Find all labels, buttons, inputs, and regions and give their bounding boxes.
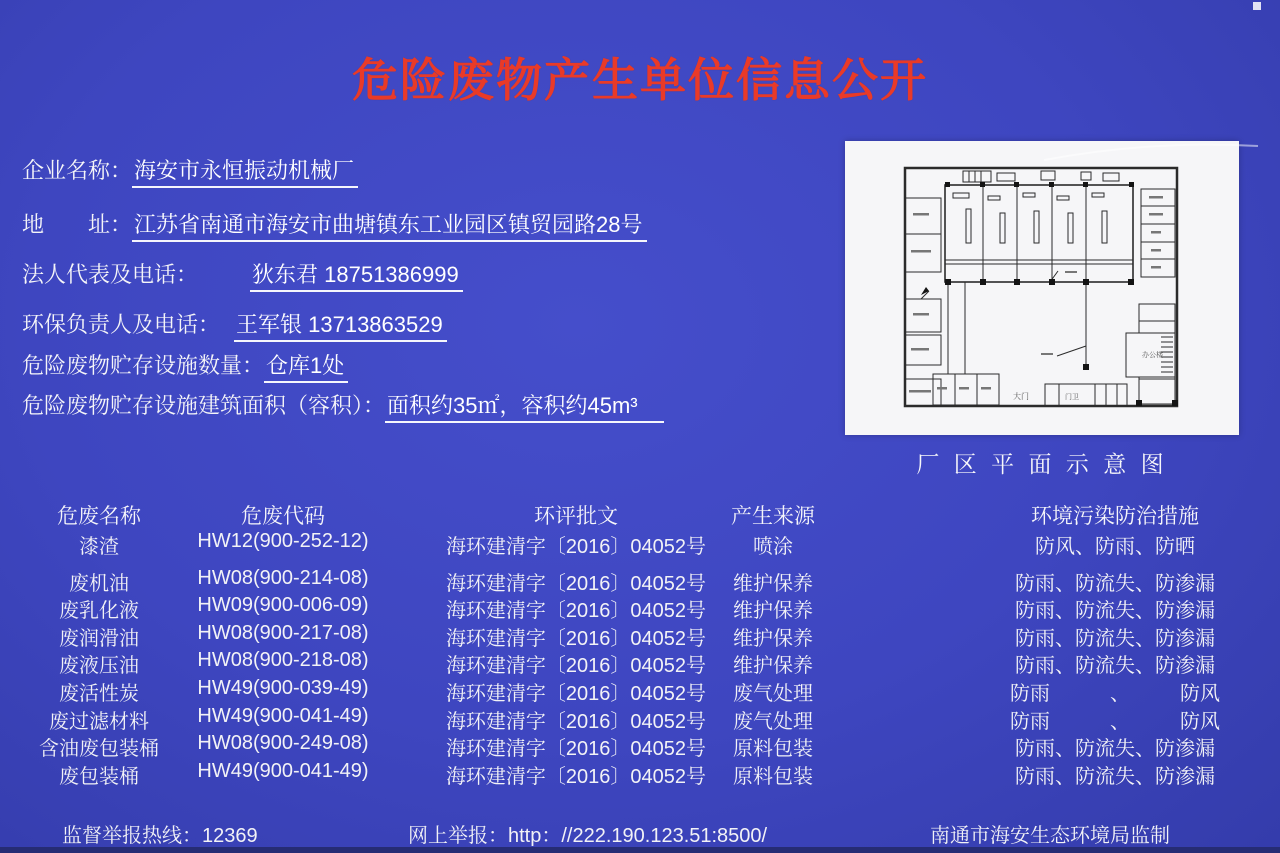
storage-count-value: 仓库1处 [264, 353, 348, 383]
storage-count-line [22, 349, 348, 380]
storage-area-label: 危险废物贮存设施建筑面积（容积）： [22, 393, 386, 418]
report-hotline: 监督举报热线：12369 [62, 825, 258, 847]
online-report-url: 网上举报：http：//222.190.123.51:8500/ [408, 825, 768, 847]
room-label-marks [909, 196, 1163, 393]
table-cell: 废活性炭 [59, 682, 139, 705]
table-cell: 防雨、防流失、防渗漏 [1015, 600, 1215, 623]
table-cell: 防雨、防流失、防渗漏 [1015, 627, 1215, 650]
company-name-line [22, 154, 358, 185]
table-cell: 防雨 、 防风 [1010, 710, 1220, 733]
table-cell: HW09(900-006-09) [197, 594, 369, 617]
table-cell: 原料包装 [733, 738, 813, 761]
plan-office-label: 办公楼 [1142, 352, 1163, 359]
table-cell: 废包装桶 [59, 765, 139, 788]
table-cell: 防雨 、 防风 [1010, 682, 1220, 705]
table-cell: 废气处理 [733, 710, 813, 733]
table-cell: HW12(900-252-12) [197, 530, 369, 552]
corner-artifact [1253, 2, 1261, 10]
table-cell: 防雨、防流失、防渗漏 [1015, 765, 1215, 788]
legal-rep-label: 法人代表及电话： [22, 262, 199, 287]
table-cell: 喷涂 [753, 536, 793, 558]
column-header: 环评批文 [534, 505, 618, 528]
factory-floorplan-drawing [845, 141, 1239, 435]
table-column-source [690, 500, 856, 787]
table-cell: 废乳化液 [59, 600, 139, 623]
env-officer-value: 王军银 13713863529 [234, 312, 447, 342]
legal-rep-value: 狄东君 18751386999 [250, 262, 463, 292]
table-cell: 海环建清字〔2016〕04052号 [445, 600, 707, 623]
table-cell: HW49(900-041-49) [197, 759, 369, 782]
table-cell: HW08(900-214-08) [197, 566, 369, 589]
table-cell: 海环建清字〔2016〕04052号 [445, 710, 707, 733]
plan-gate-label: 大门 [1013, 392, 1029, 401]
plan-guard-label: 门卫 [1065, 394, 1079, 401]
storage-area-value: 面积约35㎡，容积约45m³ [385, 393, 664, 423]
table-cell: HW08(900-218-08) [197, 649, 369, 672]
table-column-prevention-measures [950, 500, 1280, 787]
company-name-value: 海安市永恒振动机械厂 [132, 158, 358, 188]
table-cell: 海环建清字〔2016〕04052号 [445, 738, 707, 761]
column-header: 危废名称 [57, 505, 141, 528]
address-label: 地 址： [22, 212, 133, 237]
table-cell: 漆渣 [79, 536, 119, 558]
storage-count-label: 危险废物贮存设施数量： [22, 353, 265, 378]
legal-rep-line [22, 258, 463, 289]
table-cell: 废气处理 [733, 682, 813, 705]
plan-caption: 厂 区 平 面 示 意 图 [916, 451, 1168, 477]
table-cell: 防雨、防流失、防渗漏 [1015, 655, 1215, 678]
table-cell: 维护保养 [733, 655, 813, 678]
column-header: 环境污染防治措施 [1031, 505, 1199, 528]
factory-plan-panel [845, 141, 1239, 435]
table-column-waste-code [162, 500, 404, 787]
storage-area-line [22, 389, 664, 420]
table-cell: HW49(900-039-49) [197, 676, 369, 699]
env-officer-label: 环保负责人及电话： [22, 312, 221, 337]
table-cell: 海环建清字〔2016〕04052号 [445, 682, 707, 705]
company-name-label: 企业名称： [22, 158, 133, 183]
column-header: 危废代码 [241, 505, 325, 528]
table-cell: 维护保养 [733, 600, 813, 623]
table-cell: HW49(900-041-49) [197, 704, 369, 727]
photo-edge-shadow [0, 847, 1280, 853]
table-cell: 废过滤材料 [49, 710, 149, 733]
table-cell: 防风、防雨、防晒 [1035, 536, 1195, 558]
table-cell: 防雨、防流失、防渗漏 [1015, 738, 1215, 761]
address-line [22, 208, 647, 239]
env-officer-line [22, 308, 447, 339]
table-cell: HW08(900-249-08) [197, 732, 369, 755]
table-cell: 海环建清字〔2016〕04052号 [445, 765, 707, 788]
address-value: 江苏省南通市海安市曲塘镇东工业园区镇贸园路28号 [132, 212, 646, 242]
table-cell: 海环建清字〔2016〕04052号 [445, 627, 707, 650]
table-cell: 维护保养 [733, 572, 813, 595]
table-cell: 废液压油 [59, 655, 139, 678]
table-cell: 海环建清字〔2016〕04052号 [445, 572, 707, 595]
issuer: 南通市海安生态环境局监制 [930, 825, 1170, 847]
table-cell: 废机油 [69, 572, 129, 595]
page-title: 危险废物产生单位信息公开 [352, 54, 928, 106]
table-cell: 海环建清字〔2016〕04052号 [445, 655, 707, 678]
table-cell: 原料包装 [733, 765, 813, 788]
table-cell: 含油废包装桶 [39, 738, 159, 761]
table-cell: HW08(900-217-08) [197, 621, 369, 644]
table-cell: 海环建清字〔2016〕04052号 [445, 536, 707, 558]
table-cell: 废润滑油 [59, 627, 139, 650]
table-cell: 维护保养 [733, 627, 813, 650]
column-header: 产生来源 [731, 505, 815, 528]
table-cell: 防雨、防流失、防渗漏 [1015, 572, 1215, 595]
